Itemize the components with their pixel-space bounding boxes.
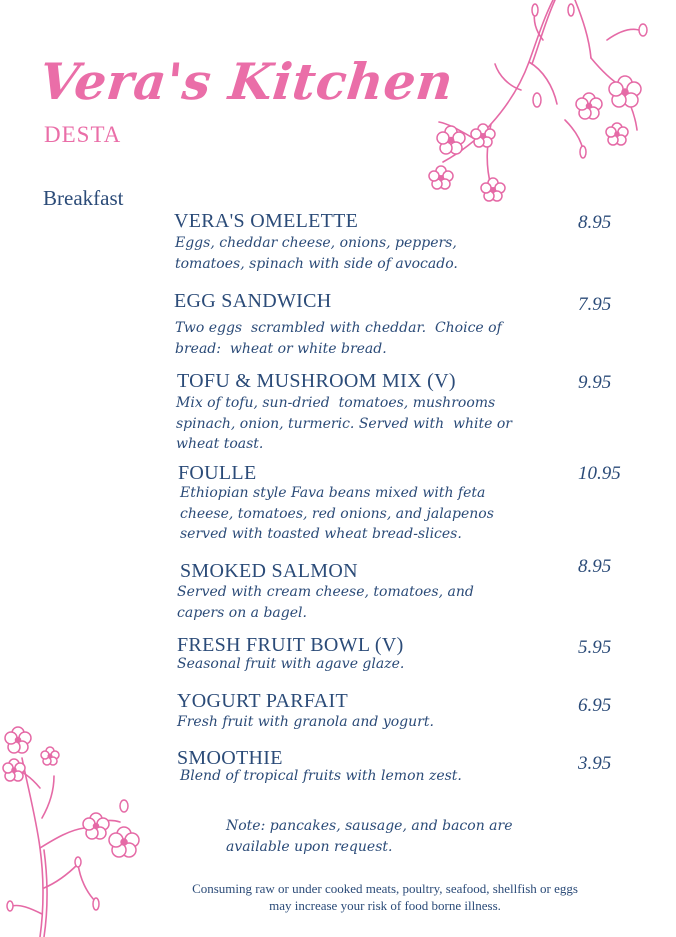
menu-item-name: SMOOTHIE bbox=[177, 747, 283, 769]
menu-item-price: 5.95 bbox=[578, 637, 612, 658]
menu-item-description: Ethiopian style Fava beans mixed with feta cheese, tomatoes, red onions, and jalapenos served with toasted wheat bread-slices. bbox=[180, 485, 494, 542]
menu-item-name: YOGURT PARFAIT bbox=[177, 690, 348, 712]
menu-item-description: Seasonal fruit with agave glaze. bbox=[177, 656, 405, 672]
menu-item-price: 10.95 bbox=[578, 463, 621, 484]
menu-item-price: 8.95 bbox=[578, 556, 612, 577]
food-safety-warning: Consuming raw or under cooked meats, poultry, seafood, shellfish or eggs may increase your risk of food borne illness. bbox=[192, 881, 578, 913]
menu-item-description: Fresh fruit with granola and yogurt. bbox=[177, 714, 434, 730]
menu-item-name: VERA'S OMELETTE bbox=[174, 210, 359, 232]
section-title: Breakfast bbox=[43, 186, 124, 210]
menu-item-name: SMOKED SALMON bbox=[180, 560, 358, 582]
menu-item-price: 8.95 bbox=[578, 212, 612, 233]
menu-item-name: FOULLE bbox=[178, 462, 257, 484]
menu-item-description: Mix of tofu, sun-dried tomatoes, mushrooms spinach, onion, turmeric. Served with white or wheat toast. bbox=[176, 395, 512, 452]
menu-item-name: EGG SANDWICH bbox=[174, 290, 332, 312]
menu-note: Note: pancakes, sausage, and bacon are available upon request. bbox=[226, 818, 513, 855]
cherry-blossom-branch-top-icon bbox=[425, 0, 676, 215]
menu-item-name: FRESH FRUIT BOWL (V) bbox=[177, 634, 404, 656]
brand-subtitle: DESTA bbox=[44, 122, 122, 147]
menu-item-price: 3.95 bbox=[578, 753, 612, 774]
menu-item-price: 7.95 bbox=[578, 294, 612, 315]
menu-item-name: TOFU & MUSHROOM MIX (V) bbox=[177, 370, 456, 392]
menu-item-description: Served with cream cheese, tomatoes, and capers on a bagel. bbox=[177, 584, 474, 621]
menu-item-description: Eggs, cheddar cheese, onions, peppers, tomatoes, spinach with side of avocado. bbox=[175, 235, 458, 272]
menu-item-price: 9.95 bbox=[578, 372, 612, 393]
cherry-blossom-branch-bottom-icon bbox=[0, 718, 150, 937]
menu-item-description: Blend of tropical fruits with lemon zest. bbox=[180, 768, 462, 784]
menu-item-description: Two eggs scrambled with cheddar. Choice of bread: wheat or white bread. bbox=[175, 320, 502, 357]
menu-item-price: 6.95 bbox=[578, 695, 612, 716]
brand-title: Vera's Kitchen bbox=[36, 52, 457, 111]
